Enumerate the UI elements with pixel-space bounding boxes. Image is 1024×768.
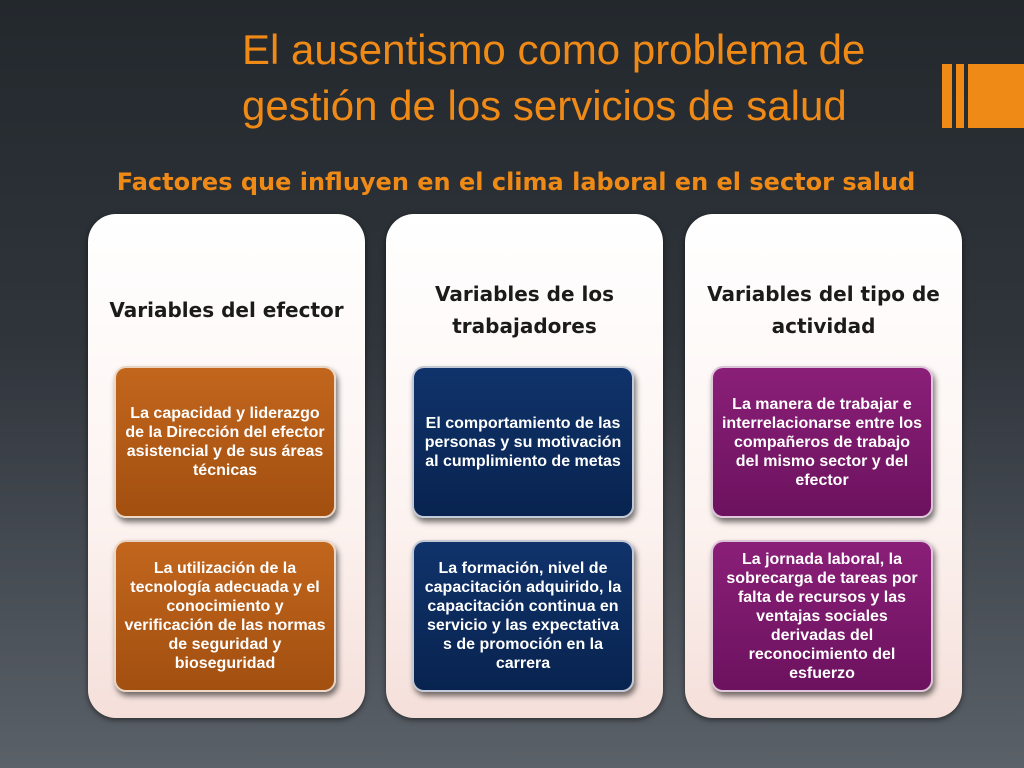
column-efector <box>88 214 365 718</box>
decor-block <box>968 64 1024 128</box>
title-decoration <box>942 64 1024 128</box>
column-header: Variables del efector <box>109 298 344 322</box>
decor-bar <box>956 64 964 128</box>
slide-title-line-2: gestión de los servicios de salud <box>242 82 847 129</box>
factor-card: La utilización de la tecnología adecuada y el conocimiento y verificación de las normas de seguridad y bioseguridad <box>114 540 336 692</box>
factor-card: El comportamiento de las personas y su motivación al cumplimiento de metas <box>412 366 634 518</box>
column-header: Variables de los trabajadores <box>434 282 615 338</box>
column-actividad <box>685 214 962 718</box>
factor-card: La formación, nivel de capacitación adquirido, la capacitación continua en servicio y las expectativa s de promoción en la carrera <box>412 540 634 692</box>
decor-bar <box>942 64 952 128</box>
column-header: Variables del tipo de actividad <box>707 282 940 338</box>
slide-title <box>242 22 942 134</box>
factor-card: La jornada laboral, la sobrecarga de tareas por falta de recursos y las ventajas sociales derivadas del reconocimiento del esfuerzo <box>711 540 933 692</box>
slide-title-line-1: El ausentismo como problema de <box>242 26 866 73</box>
factor-card: La manera de trabajar e interrelacionarse entre los compañeros de trabajo del mismo sector y del efector <box>711 366 933 518</box>
factor-card: La capacidad y liderazgo de la Dirección del efector asistencial y de sus áreas técnicas <box>114 366 336 518</box>
slide-subtitle: Factores que influyen en el clima laboral en el sector salud <box>116 168 916 196</box>
column-trabajadores <box>386 214 663 718</box>
